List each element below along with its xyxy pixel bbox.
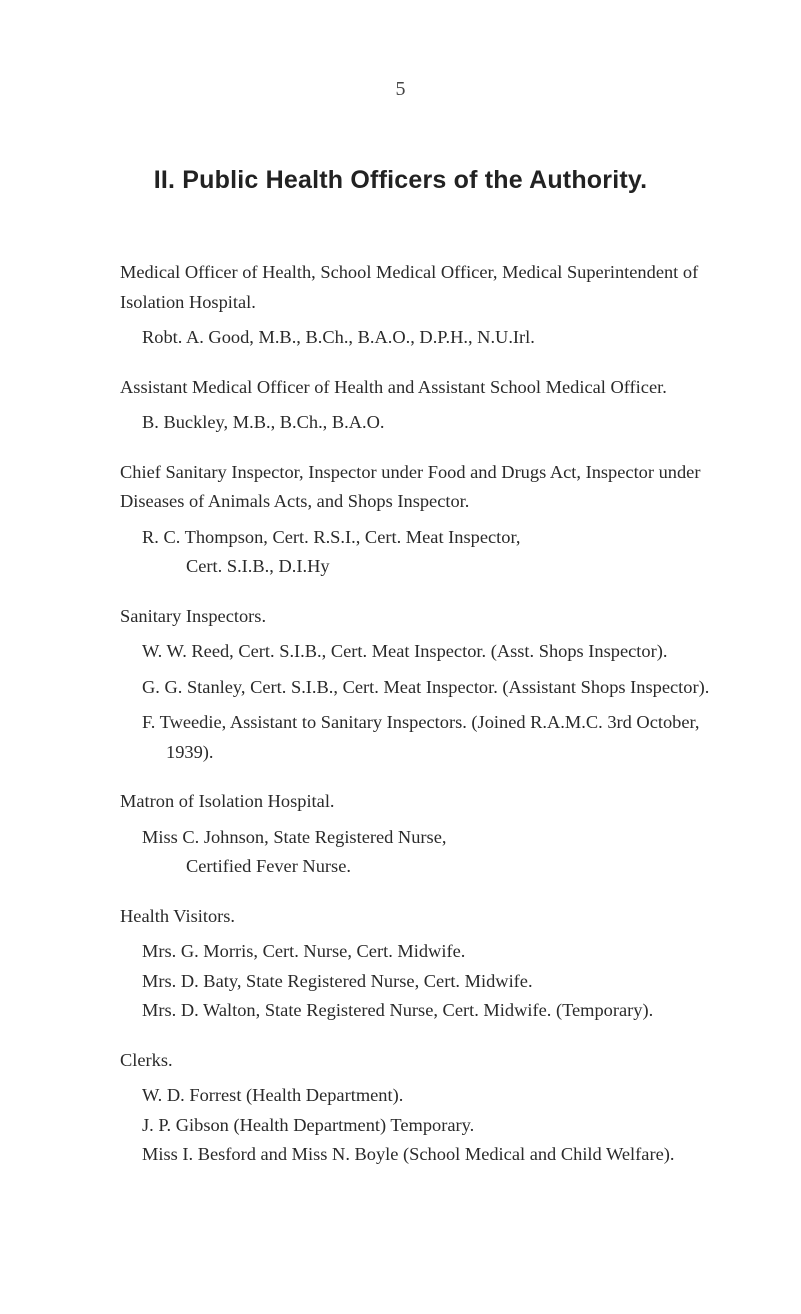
section-chief-sanitary-inspector xyxy=(120,458,720,582)
role-title: Matron of Isolation Hospital. xyxy=(120,791,335,811)
officer-entry: Miss I. Besford and Miss N. Boyle (School Medical and Child Welfare). xyxy=(142,1144,675,1164)
role-title: Health Visitors. xyxy=(120,905,236,926)
role-title: Assistant Medical Officer of Health and Assistant School Medical Officer. xyxy=(120,376,667,397)
officer-entry: W. D. Forrest (Health Department). xyxy=(142,1085,404,1105)
section-sanitary-inspectors xyxy=(120,602,720,768)
officers-list xyxy=(120,258,720,1190)
officer-entry-line: Certified Fever Nurse. xyxy=(186,856,351,876)
officer-entry-line: R. C. Thompson, Cert. R.S.I., Cert. Meat Inspector, xyxy=(142,526,521,547)
role-title: Medical Officer of Health, School Medical Officer, Medical Superintendent of Isolation Hospital. xyxy=(120,262,699,312)
officer-entry: Robt. A. Good, M.B., B.Ch., B.A.O., D.P.H., N.U.Irl. xyxy=(142,327,535,347)
role-title: Clerks. xyxy=(120,1049,173,1070)
section-clerks xyxy=(120,1046,720,1170)
officer-entry-line: Cert. S.I.B., D.I.Hy xyxy=(186,556,330,576)
page-number: 5 xyxy=(395,78,406,100)
page-heading: II. Public Health Officers of the Authority. xyxy=(153,166,648,194)
officer-entry: W. W. Reed, Cert. S.I.B., Cert. Meat Inspector. (Asst. Shops Inspector). xyxy=(142,641,668,661)
officer-entry: Mrs. D. Walton, State Registered Nurse, Cert. Midwife. (Temporary). xyxy=(142,1000,654,1020)
officer-entry: Mrs. G. Morris, Cert. Nurse, Cert. Midwife. xyxy=(142,941,466,961)
officer-entry: G. G. Stanley, Cert. S.I.B., Cert. Meat Inspector. (Assistant Shops Inspector). xyxy=(142,676,710,697)
role-title: Chief Sanitary Inspector, Inspector under Food and Drugs Act, Inspector under Diseases of Animals Acts, and Shops Inspector. xyxy=(120,461,701,511)
officer-entry-line: Miss C. Johnson, State Registered Nurse, xyxy=(142,826,447,847)
officer-entry: J. P. Gibson (Health Department) Temporary. xyxy=(142,1114,475,1135)
officer-entry: B. Buckley, M.B., B.Ch., B.A.O. xyxy=(142,412,385,432)
section-assistant-medical-officer xyxy=(120,373,720,438)
officer-entry: Mrs. D. Baty, State Registered Nurse, Cert. Midwife. xyxy=(142,970,533,991)
section-matron xyxy=(120,787,720,882)
officer-entry xyxy=(120,823,720,882)
section-medical-officer xyxy=(120,258,720,353)
section-health-visitors xyxy=(120,902,720,1026)
role-title: Sanitary Inspectors. xyxy=(120,605,267,626)
officer-entry: F. Tweedie, Assistant to Sanitary Inspectors. (Joined R.A.M.C. 3rd October, 1939). xyxy=(142,712,700,762)
officer-entry xyxy=(120,523,720,582)
